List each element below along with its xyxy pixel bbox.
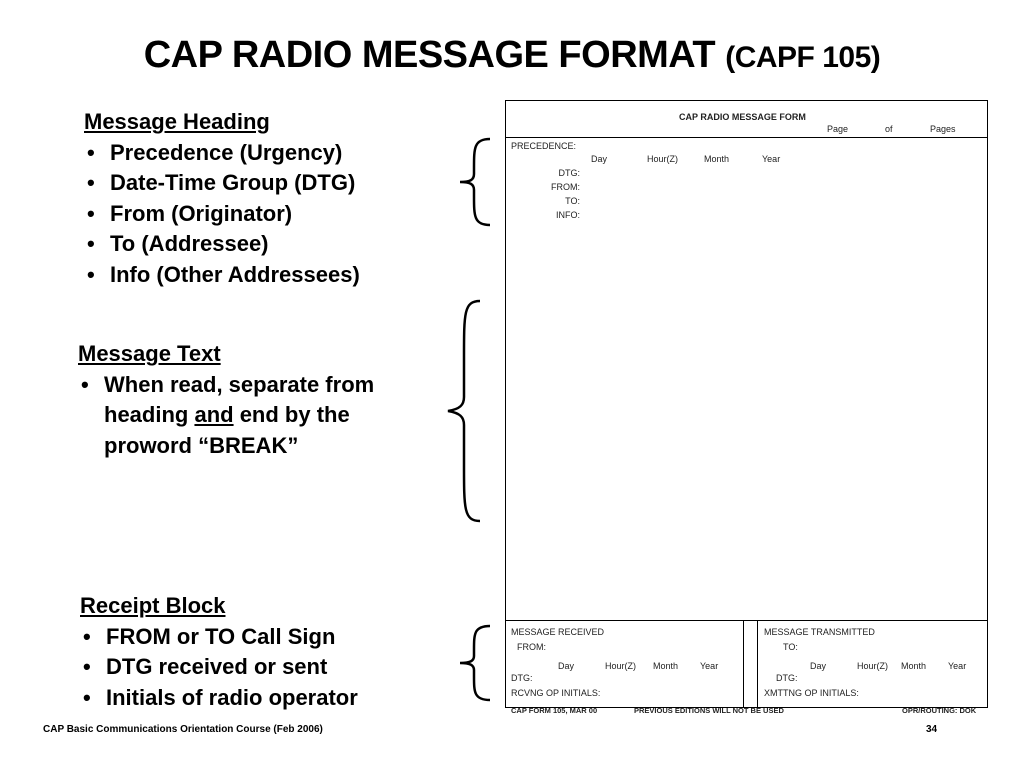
received-col-month: Month [653,661,679,671]
message-heading-list [84,138,360,291]
receipt-block-section [80,591,358,713]
message-text-list [78,370,374,462]
list-item: • From (Originator) [84,199,360,230]
message-heading-title: Message Heading [84,109,270,134]
list-item: • Precedence (Urgency) [84,138,360,169]
list-item: • FROM or TO Call Sign [80,622,358,653]
received-dtg-label: DTG: [511,673,533,683]
form-of-label: of [885,124,893,134]
form-pages-label: Pages [930,124,956,134]
message-text-and: and [194,402,234,427]
received-col-hour: Hour(Z) [605,661,636,671]
list-item: • Initials of radio operator [80,683,358,714]
cap-radio-message-form [505,100,988,708]
list-item: • Info (Other Addressees) [84,260,360,291]
text-brace-icon [440,297,486,525]
field-to-label: TO: [565,196,580,206]
receipt-brace-icon [450,622,496,704]
list-item: • Date-Time Group (DTG) [84,168,360,199]
message-text-section [78,339,374,461]
form-number: CAP FORM 105, MAR 00 [511,706,598,715]
message-text-line3: proword “BREAK” [104,432,299,458]
transmitted-col-year: Year [948,661,967,671]
received-title: MESSAGE RECEIVED [511,627,605,637]
course-footer: CAP Basic Communications Orientation Course (Feb 2006) [43,724,323,735]
received-initials-label: RCVNG OP INITIALS: [511,688,601,698]
dtg-col-day: Day [591,154,608,164]
form-divider [757,620,758,707]
form-divider [506,137,987,138]
dtg-col-year: Year [762,154,781,164]
received-from-label: FROM: [517,642,546,652]
transmitted-col-hour: Hour(Z) [857,661,888,671]
transmitted-title: MESSAGE TRANSMITTED [764,627,875,637]
form-page-label: Page [827,124,849,134]
transmitted-dtg-label: DTG: [776,673,798,683]
receipt-block-title: Receipt Block [80,593,226,618]
field-info-label: INFO: [556,210,580,220]
form-title: CAP RADIO MESSAGE FORM [679,112,806,122]
received-col-day: Day [558,661,575,671]
dtg-col-hour: Hour(Z) [647,154,678,164]
field-from-label: FROM: [551,182,580,192]
received-col-year: Year [700,661,719,671]
form-routing: OPR/ROUTING: DOK [902,706,977,715]
transmitted-initials-label: XMTTNG OP INITIALS: [764,688,859,698]
list-item: • To (Addressee) [84,229,360,260]
field-dtg-label: DTG: [558,168,580,178]
slide-title [0,34,1024,77]
message-text-line2-pre: heading [104,402,195,427]
receipt-block-list [80,622,358,714]
slide-title-sub: (CAPF 105) [725,41,881,74]
message-text-line1: When read, separate from [104,371,375,397]
transmitted-to-label: TO: [783,642,798,652]
transmitted-col-month: Month [901,661,927,671]
precedence-label: PRECEDENCE: [511,141,577,151]
message-text-title: Message Text [78,341,221,366]
message-heading-section [84,107,360,290]
page-number: 34 [926,724,938,735]
list-item [78,370,374,462]
heading-brace-icon [450,134,496,230]
dtg-col-month: Month [704,154,730,164]
message-text-line2-post: end by the [233,402,350,427]
slide-title-main: CAP RADIO MESSAGE FORMAT [143,34,716,76]
form-divider [506,620,987,621]
form-editions-note: PREVIOUS EDITIONS WILL NOT BE USED [634,706,784,715]
form-divider [743,620,744,707]
list-item: • DTG received or sent [80,652,358,683]
transmitted-col-day: Day [810,661,827,671]
